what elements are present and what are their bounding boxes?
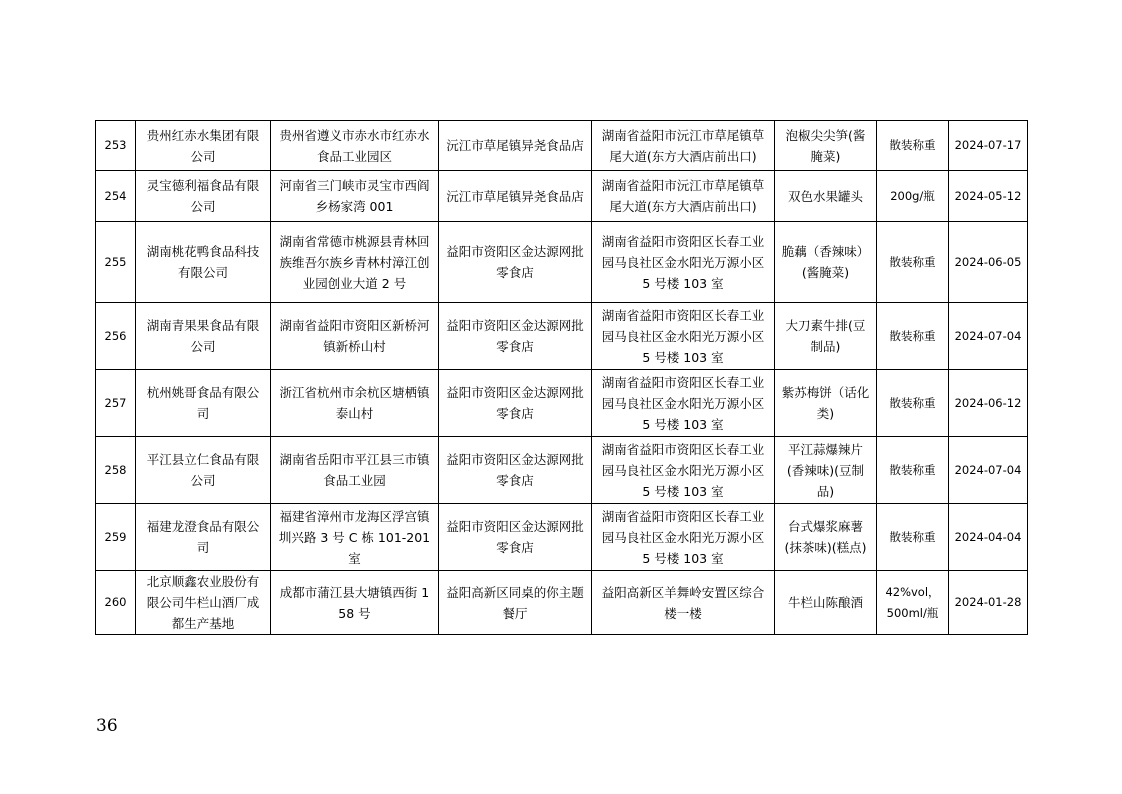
cell-producer-address: 湖南省岳阳市平江县三市镇食品工业园	[271, 437, 439, 504]
cell-seller-address: 湖南省益阳市资阳区长春工业园马良社区金水阳光万源小区 5 号楼 103 室	[592, 222, 775, 303]
cell-product: 大刀素牛排(豆制品)	[775, 303, 877, 370]
cell-production-date: 2024-06-12	[949, 370, 1028, 437]
cell-specification: 散装称重	[877, 222, 949, 303]
table-row	[96, 504, 1028, 571]
cell-production-date: 2024-07-04	[949, 303, 1028, 370]
sampling-results-table	[95, 120, 1028, 635]
cell-number: 253	[96, 121, 136, 171]
cell-production-date: 2024-04-04	[949, 504, 1028, 571]
cell-producer: 杭州姚哥食品有限公司	[136, 370, 271, 437]
cell-number: 255	[96, 222, 136, 303]
cell-product: 泡椒尖尖笋(酱腌菜)	[775, 121, 877, 171]
table-row	[96, 571, 1028, 635]
cell-seller: 益阳市资阳区金达源网批零食店	[439, 370, 592, 437]
cell-seller: 益阳市资阳区金达源网批零食店	[439, 222, 592, 303]
table-body	[96, 121, 1028, 635]
cell-producer: 福建龙澄食品有限公司	[136, 504, 271, 571]
cell-product: 脆藕（香辣味）(酱腌菜)	[775, 222, 877, 303]
cell-seller-address: 湖南省益阳市沅江市草尾镇草尾大道(东方大酒店前出口)	[592, 171, 775, 222]
cell-specification: 42%vol，500ml/瓶	[877, 571, 949, 635]
cell-product: 平江蒜爆辣片(香辣味)(豆制品)	[775, 437, 877, 504]
cell-seller: 沅江市草尾镇异尧食品店	[439, 121, 592, 171]
cell-producer: 湖南青果果食品有限公司	[136, 303, 271, 370]
cell-producer-address: 湖南省常德市桃源县青林回族维吾尔族乡青林村漳江创业园创业大道 2 号	[271, 222, 439, 303]
cell-producer-address: 成都市蒲江县大塘镇西街 158 号	[271, 571, 439, 635]
cell-number: 254	[96, 171, 136, 222]
cell-producer: 贵州红赤水集团有限公司	[136, 121, 271, 171]
cell-seller-address: 湖南省益阳市资阳区长春工业园马良社区金水阳光万源小区 5 号楼 103 室	[592, 370, 775, 437]
cell-producer: 灵宝德利福食品有限公司	[136, 171, 271, 222]
cell-product: 紫苏梅饼（话化类)	[775, 370, 877, 437]
table-row	[96, 121, 1028, 171]
page-number: 36	[96, 716, 118, 736]
cell-seller-address: 湖南省益阳市资阳区长春工业园马良社区金水阳光万源小区 5 号楼 103 室	[592, 437, 775, 504]
cell-producer-address: 福建省漳州市龙海区浮宫镇圳兴路 3 号 C 栋 101-201 室	[271, 504, 439, 571]
cell-seller-address: 湖南省益阳市沅江市草尾镇草尾大道(东方大酒店前出口)	[592, 121, 775, 171]
cell-specification: 200g/瓶	[877, 171, 949, 222]
cell-seller: 益阳市资阳区金达源网批零食店	[439, 303, 592, 370]
cell-seller-address: 湖南省益阳市资阳区长春工业园马良社区金水阳光万源小区 5 号楼 103 室	[592, 303, 775, 370]
cell-seller: 益阳市资阳区金达源网批零食店	[439, 437, 592, 504]
cell-production-date: 2024-07-17	[949, 121, 1028, 171]
cell-seller: 沅江市草尾镇异尧食品店	[439, 171, 592, 222]
cell-specification: 散装称重	[877, 504, 949, 571]
cell-production-date: 2024-01-28	[949, 571, 1028, 635]
cell-seller: 益阳高新区同桌的你主题餐厅	[439, 571, 592, 635]
table-row	[96, 303, 1028, 370]
cell-production-date: 2024-07-04	[949, 437, 1028, 504]
cell-number: 260	[96, 571, 136, 635]
cell-specification: 散装称重	[877, 370, 949, 437]
cell-producer-address: 贵州省遵义市赤水市红赤水食品工业园区	[271, 121, 439, 171]
table-row	[96, 171, 1028, 222]
table-row	[96, 222, 1028, 303]
cell-product: 双色水果罐头	[775, 171, 877, 222]
cell-producer: 湖南桃花鸭食品科技有限公司	[136, 222, 271, 303]
cell-producer-address: 河南省三门峡市灵宝市西阎乡杨家湾 001	[271, 171, 439, 222]
cell-producer-address: 湖南省益阳市资阳区新桥河镇新桥山村	[271, 303, 439, 370]
cell-production-date: 2024-06-05	[949, 222, 1028, 303]
cell-number: 259	[96, 504, 136, 571]
cell-specification: 散装称重	[877, 303, 949, 370]
cell-producer: 平江县立仁食品有限公司	[136, 437, 271, 504]
cell-producer: 北京顺鑫农业股份有限公司牛栏山酒厂成都生产基地	[136, 571, 271, 635]
cell-specification: 散装称重	[877, 121, 949, 171]
cell-specification: 散装称重	[877, 437, 949, 504]
cell-seller: 益阳市资阳区金达源网批零食店	[439, 504, 592, 571]
table-row	[96, 370, 1028, 437]
cell-production-date: 2024-05-12	[949, 171, 1028, 222]
cell-number: 257	[96, 370, 136, 437]
cell-product: 台式爆浆麻薯(抹茶味)(糕点)	[775, 504, 877, 571]
cell-product: 牛栏山陈酿酒	[775, 571, 877, 635]
cell-seller-address: 益阳高新区羊舞岭安置区综合楼一楼	[592, 571, 775, 635]
cell-producer-address: 浙江省杭州市余杭区塘栖镇泰山村	[271, 370, 439, 437]
cell-number: 258	[96, 437, 136, 504]
table-row	[96, 437, 1028, 504]
cell-number: 256	[96, 303, 136, 370]
cell-seller-address: 湖南省益阳市资阳区长春工业园马良社区金水阳光万源小区 5 号楼 103 室	[592, 504, 775, 571]
